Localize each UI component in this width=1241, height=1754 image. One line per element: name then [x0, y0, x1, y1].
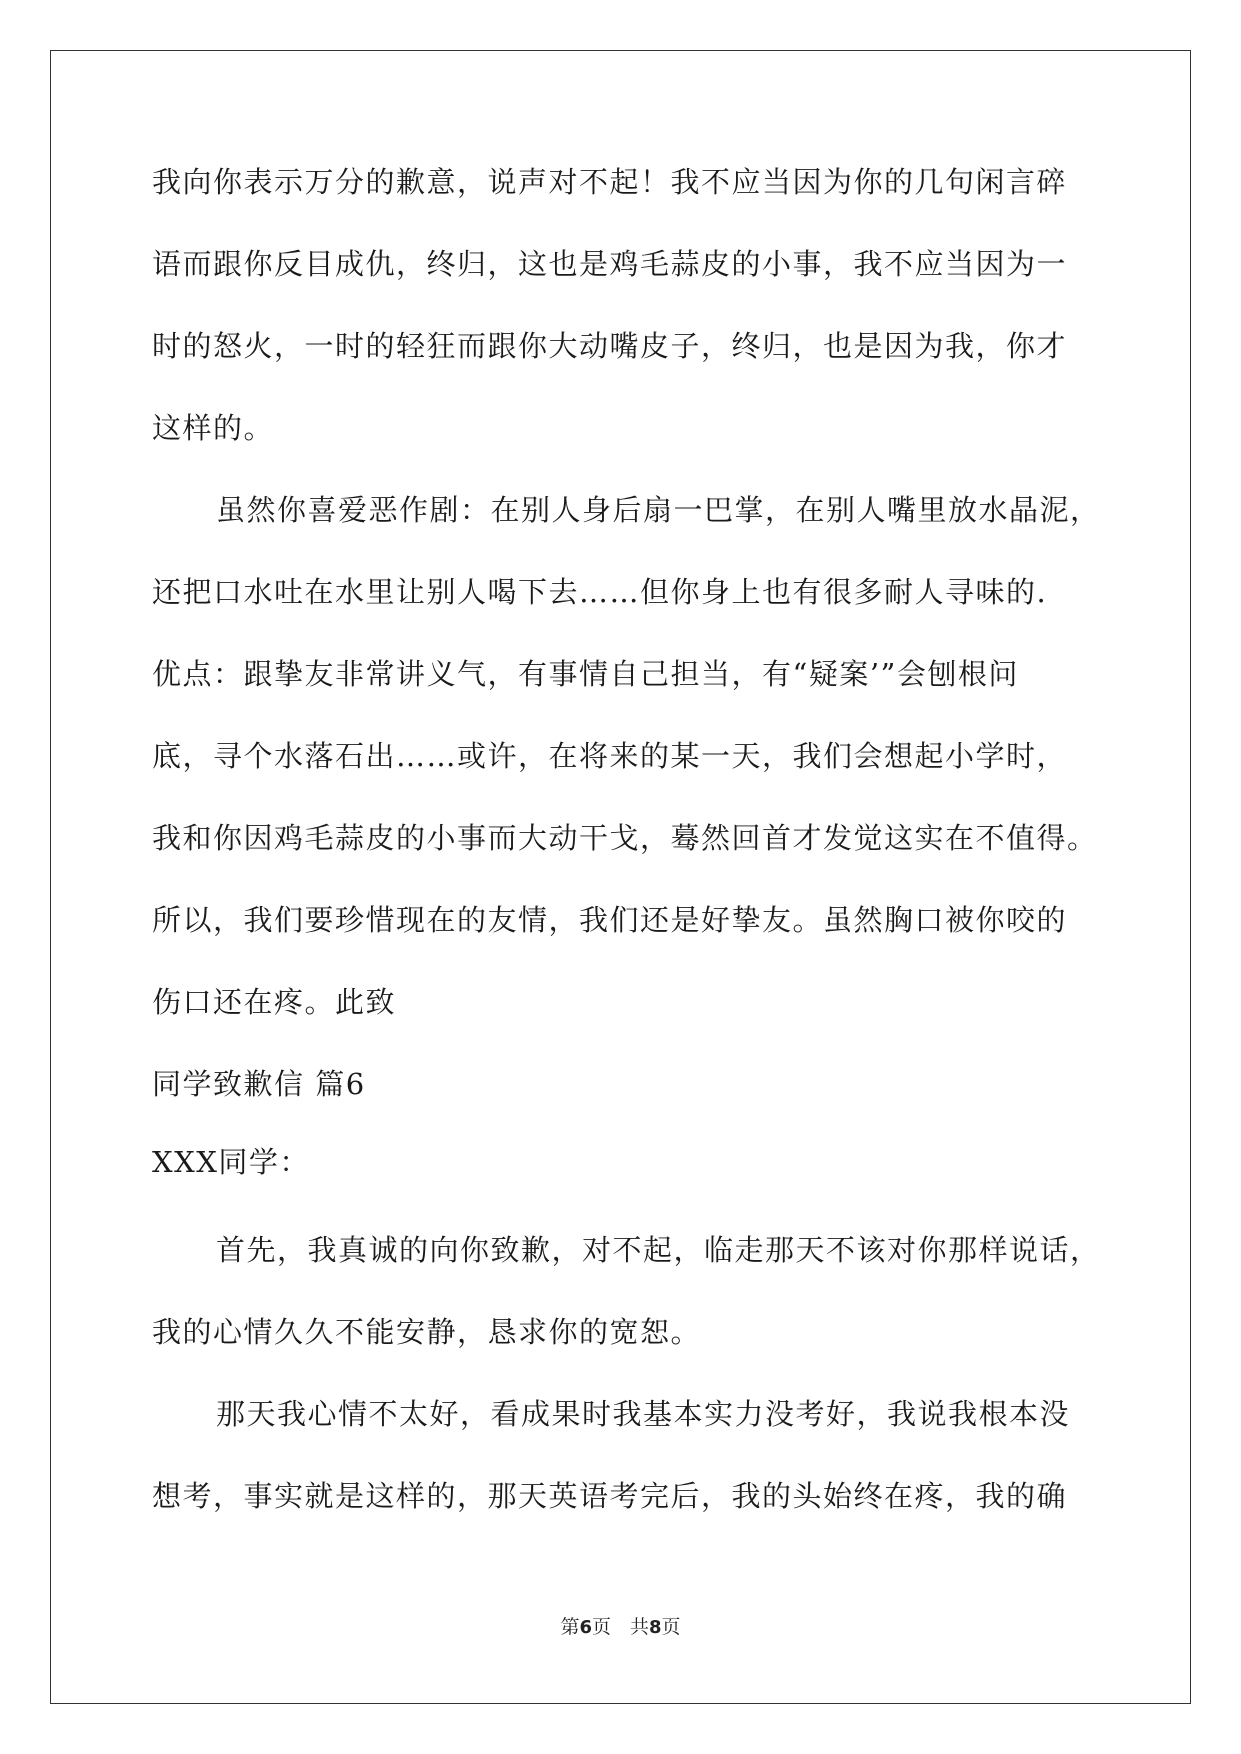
text-line: 虽然你喜爱恶作剧：在别人身后扇一巴掌，在别人嘴里放水晶泥，: [216, 493, 1101, 527]
letter-greeting: XXX同学：: [152, 1145, 310, 1179]
text-line: 我向你表示万分的歉意，说声对不起！我不应当因为你的几句闲言碎: [152, 165, 1068, 199]
text-line: 还把口水吐在水里让别人喝下去……但你身上也有很多耐人寻味的.: [152, 575, 1048, 609]
footer-prefix: 第: [560, 1616, 580, 1638]
total-page-number: 8: [649, 1617, 662, 1638]
footer-middle: 页 共: [591, 1616, 649, 1638]
text-line: 时的怒火，一时的轻狂而跟你大动嘴皮子，终归，也是因为我，你才: [152, 329, 1068, 363]
text-line: 我的心情久久不能安静，恳求你的宽恕。: [152, 1315, 702, 1349]
page-footer: [0, 1612, 1241, 1639]
document-body: [152, 162, 1112, 1558]
section-heading: 同学致歉信 篇6: [152, 1067, 366, 1101]
text-line: 伤口还在疼。此致: [152, 985, 397, 1019]
text-line: 这样的。: [152, 411, 275, 445]
text-line: 语而跟你反目成仇，终归，这也是鸡毛蒜皮的小事，我不应当因为一: [152, 247, 1068, 281]
text-line: 底，寻个水落石出……或许，在将来的某一天，我们会想起小学时，: [152, 739, 1068, 773]
text-line: 想考，事实就是这样的，那天英语考完后，我的头始终在疼，我的确: [152, 1479, 1068, 1513]
text-line: 所以，我们要珍惜现在的友情，我们还是好挚友。虽然胸口被你咬的: [152, 903, 1068, 937]
text-line: 首先，我真诚的向你致歉，对不起，临走那天不该对你那样说话，: [216, 1233, 1101, 1267]
footer-suffix: 页: [661, 1616, 681, 1638]
current-page-number: 6: [579, 1617, 592, 1638]
text-line: 那天我心情不太好，看成果时我基本实力没考好，我说我根本没: [216, 1397, 1071, 1431]
text-line: 优点：跟挚友非常讲义气，有事情自己担当，有“疑案’”会刨根问: [152, 657, 1019, 691]
text-line: 我和你因鸡毛蒜皮的小事而大动干戈，蓦然回首才发觉这实在不值得。: [152, 821, 1098, 855]
